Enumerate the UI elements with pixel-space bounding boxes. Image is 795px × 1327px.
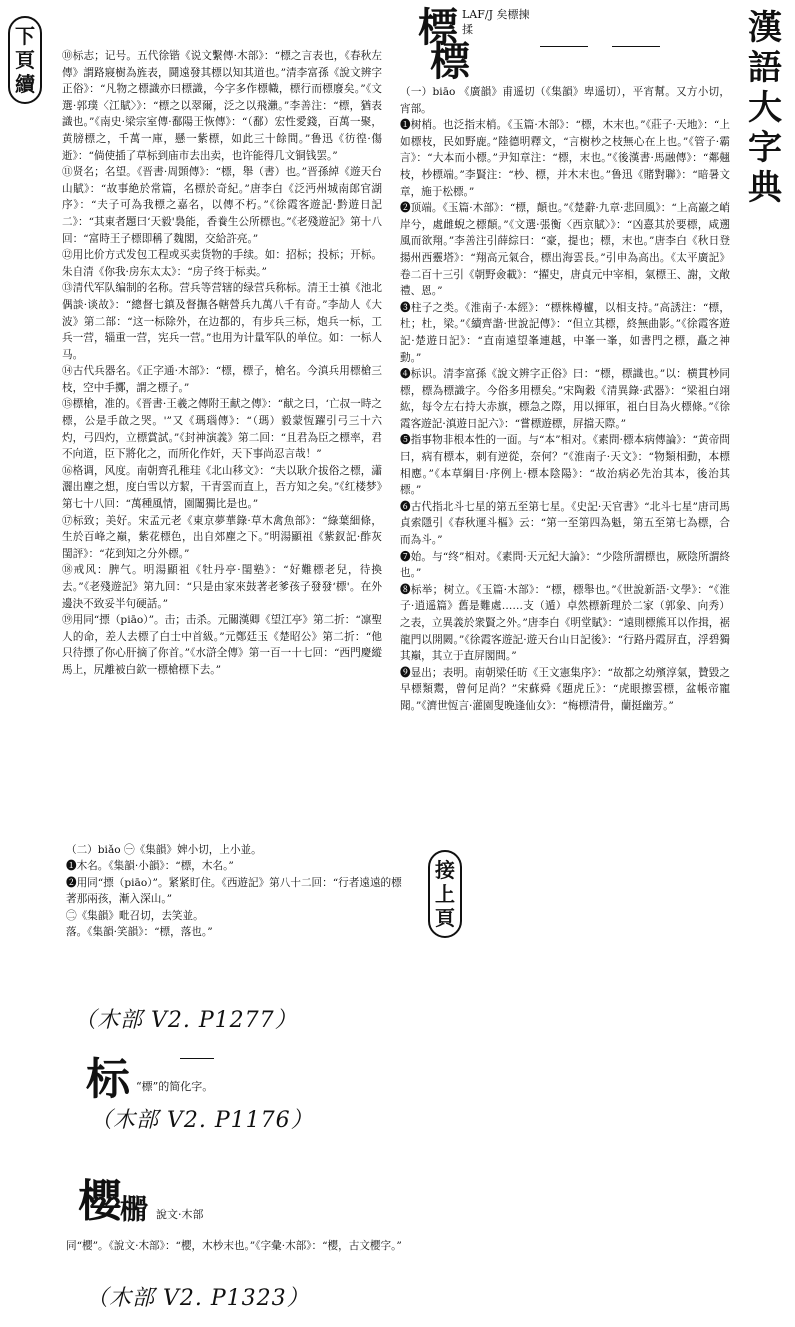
entry-char-simplified: 标 (86, 1054, 130, 1105)
definition-paragraph: ❷顶端。《玉篇·木部》：“標，顛也。”《楚辭·九章·悲回風》：“上高巖之峭岸兮，處雌蜺之標顛。”《文選·張衡〈西京賦〉》：“凶憙其於要標，咸遡風而欲翔。”李善注引薛綜曰：“豪，提也；標，末也。”唐李白《秋日登揚州西靈塔》：“翔高元氣合，標出海雲長。”引申為高出。《太平廣記》卷二百十三引《朝野僉載》：“擢史，唐貞元中宰相，氣標王、謝，文敞禮、恩。” (400, 202, 730, 298)
entry-char-ying: 櫻 (78, 1176, 122, 1227)
definition-paragraph: ❶树梢。也泛指末梢。《玉篇·木部》：“標，木末也。”《莊子·天地》：“上如標枝，民如野鹿。”陸德明釋文，“言樹杪之枝無心在上也。”《管子·霸言》：“大本而小標。”尹知章注：“標，末也。”《後漢書·馬融傳》：“鄰翹枝，杪標端。”李賢注：“杪、標，并木末也。”鲁迅《賭對聯》：“暗暑文章，施于松標。” (400, 119, 730, 198)
definition-paragraph: ⑮標槍，准的。《晋書·王羲之傳附王献之傳》：“献之曰，‘亡叔一時之標，公是手啟之哭。'”又《瑪瑙傳》：“（瑪）毅蒙恆躍引弓三十六灼，弓四灼，立標賞試。”《封神演義》第二回：“且君為臣之標率，君不向道，臣下將化之，而所化作奸，天下事尚忍言哉！” (62, 398, 382, 461)
definition-line: ❷用同“摽（piāo）”。紧紧盯住。《西遊記》第八十二回：“行者遠遠的標著那兩孩，漸入深山。” (66, 876, 402, 906)
definition-paragraph: ❼始。与“终”相对。《素問·天元紀大論》：“少陰所謂標也，厥陰所謂終也。” (400, 550, 730, 580)
definition-paragraph: ❻古代指北斗七星的第五至第七星。《史記·天官書》“北斗七星”唐司馬貞索隱引《春秋運斗樞》云：“第一至第四為魁，第五至第七為標，合而為斗。” (400, 500, 730, 547)
headword-note-top: LAF/J 矣標揀 (462, 8, 530, 21)
definition-paragraph: ⑪贤名；名望。《晋書·周顗傳》：“標，舉（書）也。”晋孫綽《遊天台山賦》：“故事絶於常篇，名標於奇紀。”唐李白《泛沔州城南郎官湖序》：“夫子可為我標之嘉名，以傳不朽。”《徐霞客遊記·黔遊日記二》：“其東者題曰‘天毅'裊能，香飬生公所標也。”《老殘遊記》第十八回：“富時王子標即稱了魏閣，交給許亮。” (62, 166, 382, 245)
handwritten-reference-1: （木部 V2. P1277） (74, 1008, 298, 1033)
definition-paragraph: ⑱戒风：脾气。明湯顯祖《牡丹亭·閨塾》：“好難標老兒，待換去。”《老殘遊記》第九回：“只是由家來鼓著老爹孩子發發‘標'。在外邊決不致妥半句硬話。” (62, 564, 382, 610)
definition-paragraph: ⑩标志；记号。五代徐锴《说文繫傳·木部》：“標之言表也，《春秋左傳》謂路寢樹為旌表，鬪遠發其標以知其道也。”清李富孫《說文辨字正俗》：“凡物之標識亦曰標識，今字多作標幟，標行而標廢矣。”《文選·郭璞〈江賦〉》：“標之以翠爾，泛之以飛瀨。”李善注：“標，猶表識也。”《南史·梁宗室傳·鄱陽王恢傳》：“（鄱）宏性愛錢，百萬一聚，黄牓標之，千萬一庫，懸一紫標，如此三十餘間。”鲁迅《彷徨·傷逝》：“倘使插了草标到庙市去出卖，也许能得几文铜钱罢。” (62, 50, 382, 162)
entry-char-ying-variant: 𣝗 (120, 1193, 149, 1226)
header-rule-1 (540, 46, 588, 47)
headword-top: 標 (418, 4, 458, 51)
right-column (400, 84, 730, 764)
definition-paragraph: ❸柱子之类。《淮南子·本經》：“標株樽櫨，以相支持。”高誘注：“標，杜；杜，梁。”《續齊諧·世說記傳》：“但立其標，終無曲影。”《徐霞客遊記·楚遊日記》：“直南遠望峯連越，中峯一峯，如書門之標，矗之神動。” (400, 301, 730, 364)
definition-paragraph: ❽标举；树立。《玉篇·木部》：“標，標舉也。”《世說新語·文學》：“《淮子·逍遥篇》舊是難處……支（遁）卓然標新理於二家（郭象、向秀）之表，立異義於衆賢之外。”唐李白《明堂賦》：“遠則標熊耳以作揖，裾龍門以開闕。”《徐霞客遊記·遊天台山日記後》：“行路丹霞屏直，浮碧獨其巔，其立于直屏閣間。” (400, 583, 730, 663)
definition-line: 同“櫻”。《說文·木部》：“櫻，木杪末也。”《字彙·木部》：“櫻，古文櫻字。” (66, 1240, 402, 1252)
definition-paragraph: ❹标识。清李富孫《說文辨字正俗》曰：“標，標識也。”以：横貫杪同標，標為標識字。今俗多用標矣。”宋陶穀《清異錄·武器》：“梁祖白翊紘，每令左右持大赤旗，標急之際，用以揮軍，祖白目為火標條。”《徐霞客遊記·滇遊日記六》：“嘗標遊標，屏擋天際。” (400, 368, 730, 430)
entry-char-ying-source: 說文·木部 (156, 1208, 204, 1221)
dictionary-title: 漢語大字典 (748, 8, 782, 208)
definition-paragraph: ❺指事物非根本性的一面。与“本”相对。《素問·標本病傳論》：“黄帝問曰，病有標本，刺有逆從，奈何？”《淮南子·天文》：“物類相動，本標相應。”《本草綱目·序例上·標本陰陽》：“故治病必先治其本，後治其標。” (400, 434, 730, 497)
handwritten-reference-2: （木部 V2. P1176） (90, 1108, 314, 1133)
left-column (62, 48, 382, 768)
definition-paragraph: ⑯格调，风度。南朝齊孔稚珪《北山移文》：“夫以耿介拔俗之標，瀟灑出塵之想，度白雪以方絜，干青雲而直上，吾方知之矣。”《红楼梦》第七十八回：“萬種風情，園闈獨比是也。” (62, 464, 382, 511)
definition-paragraph: ⑭古代兵器名。《正字通·木部》：“標，標子，槍名。今滇兵用標槍三枝，空中手擲，謂之標子。” (62, 365, 382, 394)
entry-char-ying-definition (66, 1238, 426, 1254)
next-page-label: 下頁續 (8, 16, 42, 104)
definition-paragraph: ⑫用比价方式发包工程或买卖货物的手续。如：招标；投标；开标。朱自清《你我·房东太太》：“房子终于标卖。” (62, 249, 382, 278)
continued-label: 接上頁 (428, 850, 462, 938)
definition-line: ❶木名。《集韻·小韻》：“標，木名。” (66, 860, 234, 873)
definition-line: 落。《集韻·笑韻》：“標，落也。” (66, 926, 213, 939)
biao-second-reading (66, 842, 406, 940)
handwritten-reference-3: （木部 V2. P1323） (86, 1286, 310, 1311)
definition-paragraph: （一）biāo 《廣韻》甫遥切（《集韻》卑遥切），平宵幫。又方小切，宵部。 (400, 86, 730, 115)
definition-paragraph: ⑬清代军队编制的名称。营兵等营辖的绿营兵称标。清王士禛《池北偶談·谈故》：“總督七鎮及督撫各轄營兵九萬八千有奇。”李劼人《大波》第二部：“这一标除外，在边都的，有步兵三标，炮兵一标，工兵一营，辎重一营，宪兵一营。”也用为计量军队的单位。如：一标人马。 (62, 282, 382, 361)
definition-paragraph: ❾显出；表明。南朝梁任昉《王文憲集序》：“故都之幼殯淳氣，贊毀之早標類鬻，曾何足尚？”宋蘇舜《題虎丘》：“虎眼擦雲標，盆帳帝寵聞。”《濟世恆言·灌園叟晚逢仙女》：“梅標清骨，蘭挺幽芳。” (400, 666, 730, 712)
entry-rule (180, 1058, 214, 1059)
definition-line: （二）biǎo ㊀《集韻》婢小切，上小並。 (66, 844, 262, 856)
definition-paragraph: ⑰标致；美好。宋孟元老《東京夢華錄·草木禽魚部》：“綠葉細條，生於百峰之巔，紫花標色，出自郊塵之下。”明湯顯祖《紫釵記·酢灰閨評》：“花到知之分外標。” (62, 514, 382, 560)
headword-note-bottom: 揉 (462, 23, 473, 36)
definition-paragraph: ⑲用同“摽（piāo）”。击；击杀。元關漢卿《望江亭》第二折：“凛聖人的命，差人去標了白士中首級。”元鄭廷玉《楚昭公》第二折：“他只待摽了你心肝摘了你首。”《水滸全傳》第一百一十七回：“西門慶縱馬上，尻離被白欽一標槍標下去。” (62, 614, 382, 676)
header-rule-2 (612, 46, 660, 47)
definition-line: ㊁《集韻》毗召切，去笑並。 (66, 909, 204, 922)
headword-main: 標 (430, 38, 470, 85)
entry-char-simplified-desc: “標”的简化字。 (136, 1080, 214, 1093)
